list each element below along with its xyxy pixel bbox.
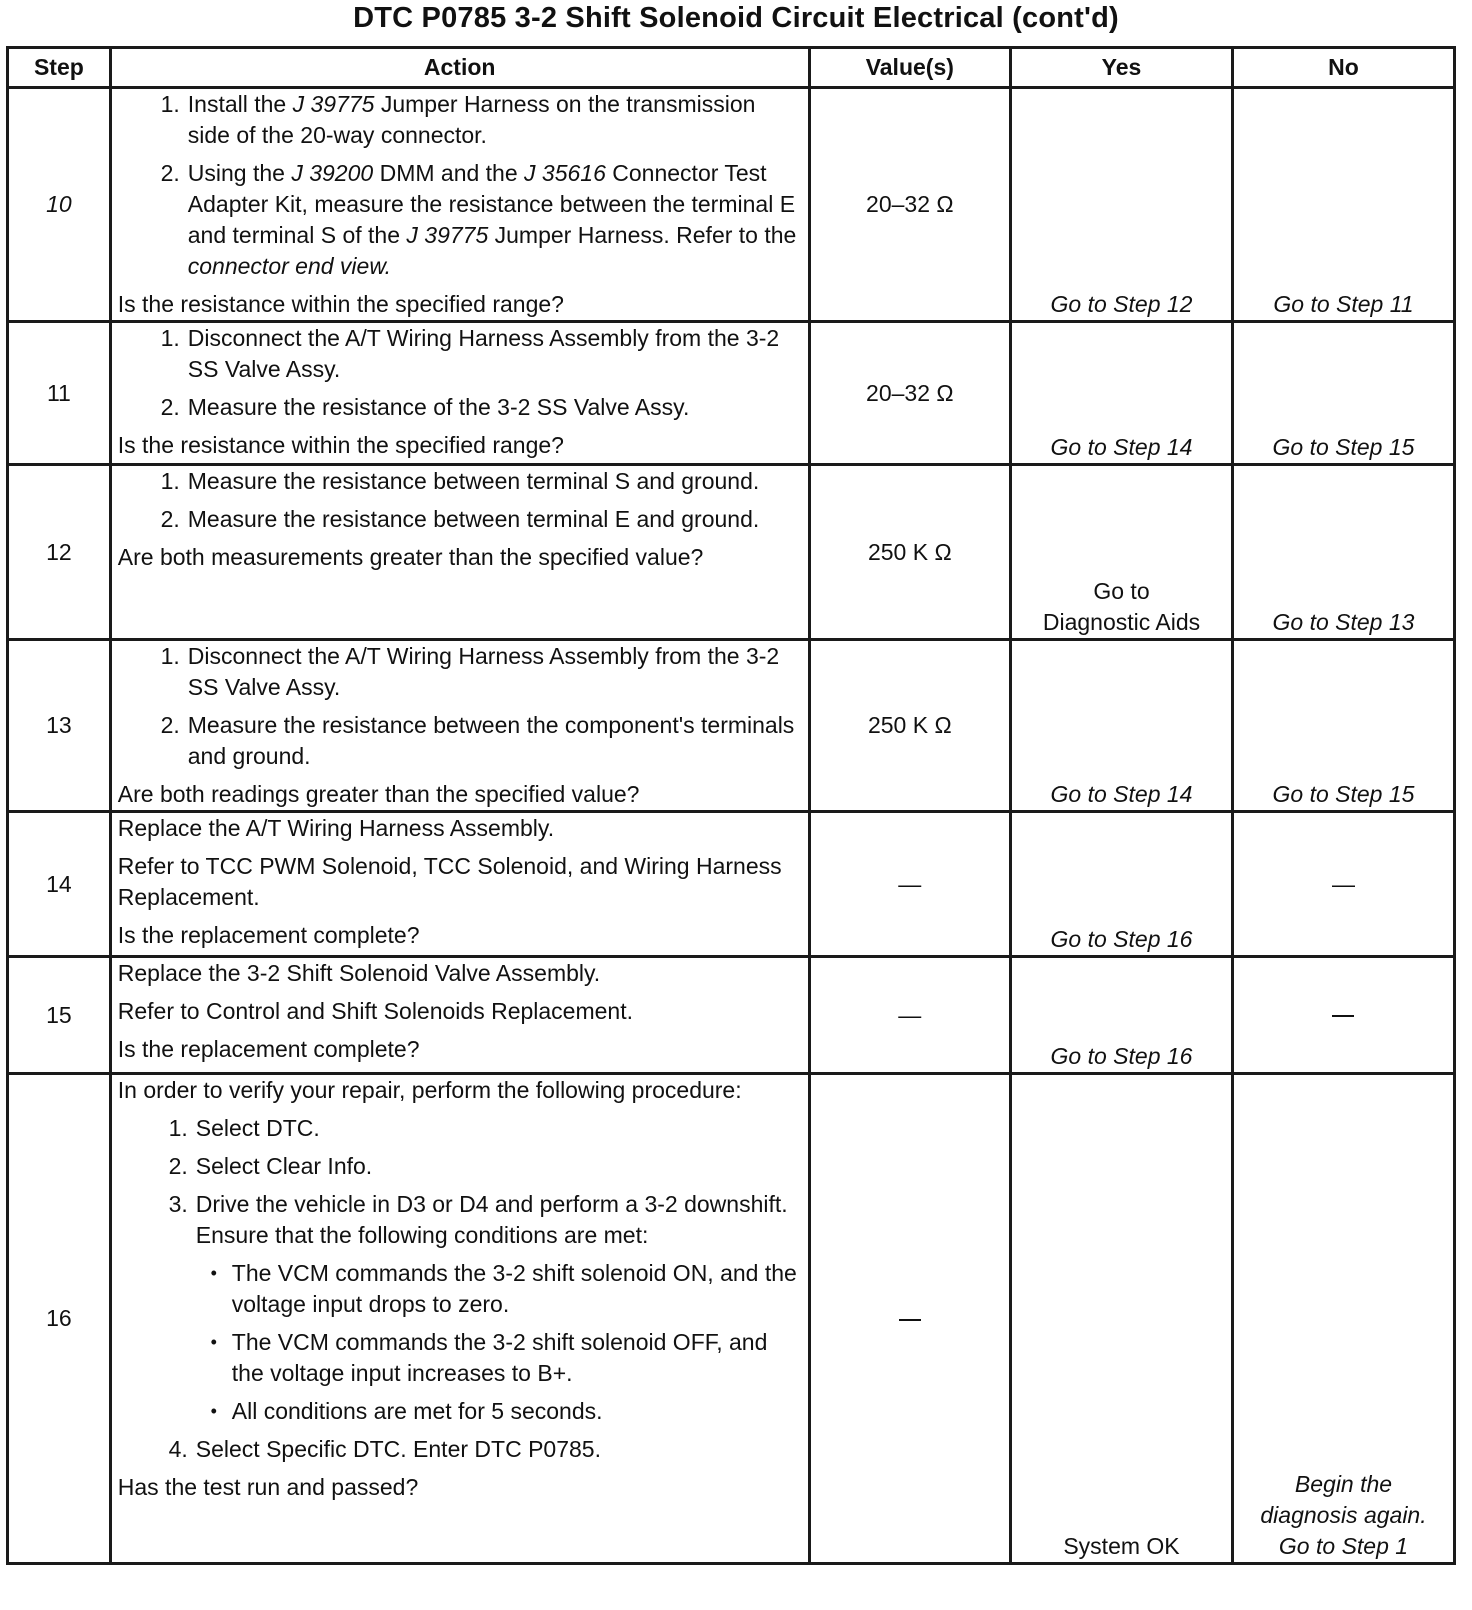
table-row-step-14 <box>8 812 1455 957</box>
action-question: Are both measurements greater than the specified value? <box>117 544 704 570</box>
value-cell: — <box>809 812 1010 957</box>
value-cell: 250 K Ω <box>809 640 1010 812</box>
action-substep: 1. Disconnect the A/T Wiring Harness Assembly from the 3-2 SS Valve Assy. <box>160 643 780 700</box>
action-cell <box>110 812 809 957</box>
step-number: 15 <box>8 957 111 1074</box>
value-cell: 20–32 Ω <box>809 322 1010 465</box>
action-question: Are both readings greater than the specified value? <box>117 781 640 807</box>
header-row <box>8 48 1455 88</box>
step-number: 14 <box>8 812 111 957</box>
header-values: Value(s) <box>809 48 1010 88</box>
no-cell: Go to Step 15 <box>1232 640 1454 812</box>
action-question: Has the test run and passed? <box>117 1474 419 1500</box>
action-cell <box>110 465 809 640</box>
table-row-step-13 <box>8 640 1455 812</box>
header-yes: Yes <box>1011 48 1233 88</box>
action-question: Is the resistance within the specified range? <box>117 432 564 458</box>
action-cell <box>110 957 809 1074</box>
action-paragraph: Refer to TCC PWM Solenoid, TCC Solenoid, and Wiring Harness Replacement. <box>117 853 782 910</box>
dash-mark <box>1332 1015 1354 1017</box>
yes-cell: Go to Step 16 <box>1011 957 1233 1074</box>
no-cell: Go to Step 11 <box>1232 88 1454 322</box>
action-substep: 4. Select Specific DTC. Enter DTC P0785. <box>168 1436 601 1462</box>
action-substep: 1. Measure the resistance between terminal S and ground. <box>160 468 760 494</box>
action-substep: 2. Select Clear Info. <box>168 1153 373 1179</box>
value-cell <box>809 1074 1010 1564</box>
dash-mark <box>899 1319 921 1321</box>
value-cell: 20–32 Ω <box>809 88 1010 322</box>
step-number: 13 <box>8 640 111 812</box>
action-substep: 2. Using the J 39200 DMM and the J 35616 Connector Test Adapter Kit, measure the resistance between the terminal E and terminal S of the J 39775 Jumper Harness. Refer to the connector end view. <box>160 160 797 279</box>
yes-cell: System OK <box>1011 1074 1233 1564</box>
action-substep: 2. Measure the resistance between terminal E and ground. <box>160 506 760 532</box>
header-action: Action <box>110 48 809 88</box>
yes-cell: Go to Step 12 <box>1011 88 1233 322</box>
bullet-item: • All conditions are met for 5 seconds. <box>210 1398 603 1424</box>
action-substep: 2. Measure the resistance between the component's terminals and ground. <box>160 712 795 769</box>
action-substep: 1. Install the J 39775 Jumper Harness on the transmission side of the 20-way connector. <box>160 91 756 148</box>
action-question: Is the resistance within the specified range? <box>117 291 564 317</box>
action-paragraph: In order to verify your repair, perform the following procedure: <box>117 1077 742 1103</box>
step-number: 11 <box>8 322 111 465</box>
yes-cell: Go to Diagnostic Aids <box>1011 465 1233 640</box>
action-cell <box>110 322 809 465</box>
action-paragraph: Replace the A/T Wiring Harness Assembly. <box>117 815 555 841</box>
yes-cell: Go to Step 14 <box>1011 322 1233 465</box>
table-row-step-12 <box>8 465 1455 640</box>
action-substep: 2. Measure the resistance of the 3-2 SS Valve Assy. <box>160 394 690 420</box>
action-cell <box>110 640 809 812</box>
header-step: Step <box>8 48 111 88</box>
action-paragraph: Replace the 3-2 Shift Solenoid Valve Assembly. <box>117 960 601 986</box>
action-question: Is the replacement complete? <box>117 922 420 948</box>
no-cell: — <box>1232 812 1454 957</box>
table-row-step-11 <box>8 322 1455 465</box>
action-substep: 1. Disconnect the A/T Wiring Harness Assembly from the 3-2 SS Valve Assy. <box>160 325 780 382</box>
action-cell <box>110 1074 809 1564</box>
action-cell <box>110 88 809 322</box>
action-substep: 3. Drive the vehicle in D3 or D4 and perform a 3-2 downshift. Ensure that the following conditions are met: • The VCM commands the 3-2 shift solenoid ON, and the voltage input drops to zero. • The VCM commands the 3-2 shift solenoid OFF, and the voltage input increases to B+. • All conditions are met for 5 seconds. <box>126 1189 802 1427</box>
yes-cell: Go to Step 14 <box>1011 640 1233 812</box>
step-number: 12 <box>8 465 111 640</box>
no-cell: Begin the diagnosis again. Go to Step 1 <box>1232 1074 1454 1564</box>
no-cell <box>1232 957 1454 1074</box>
table-row-step-10 <box>8 88 1455 322</box>
header-no: No <box>1232 48 1454 88</box>
diagnostic-table <box>6 46 1456 1565</box>
action-question: Is the replacement complete? <box>117 1036 420 1062</box>
action-paragraph: Refer to Control and Shift Solenoids Replacement. <box>117 998 633 1024</box>
value-cell: 250 K Ω <box>809 465 1010 640</box>
step-number: 16 <box>8 1074 111 1564</box>
no-cell: Go to Step 13 <box>1232 465 1454 640</box>
yes-cell: Go to Step 16 <box>1011 812 1233 957</box>
table-row-step-16 <box>8 1074 1455 1564</box>
value-cell: — <box>809 957 1010 1074</box>
table-row-step-15 <box>8 957 1455 1074</box>
action-substep: 1. Select DTC. <box>168 1115 320 1141</box>
bullet-item: • The VCM commands the 3-2 shift solenoid OFF, and the voltage input increases to B+. <box>210 1329 768 1386</box>
no-cell: Go to Step 15 <box>1232 322 1454 465</box>
bullet-item: • The VCM commands the 3-2 shift solenoid ON, and the voltage input drops to zero. <box>210 1260 797 1317</box>
step-number: 10 <box>8 88 111 322</box>
page-title: DTC P0785 3-2 Shift Solenoid Circuit Electrical (cont'd) <box>353 2 1119 34</box>
